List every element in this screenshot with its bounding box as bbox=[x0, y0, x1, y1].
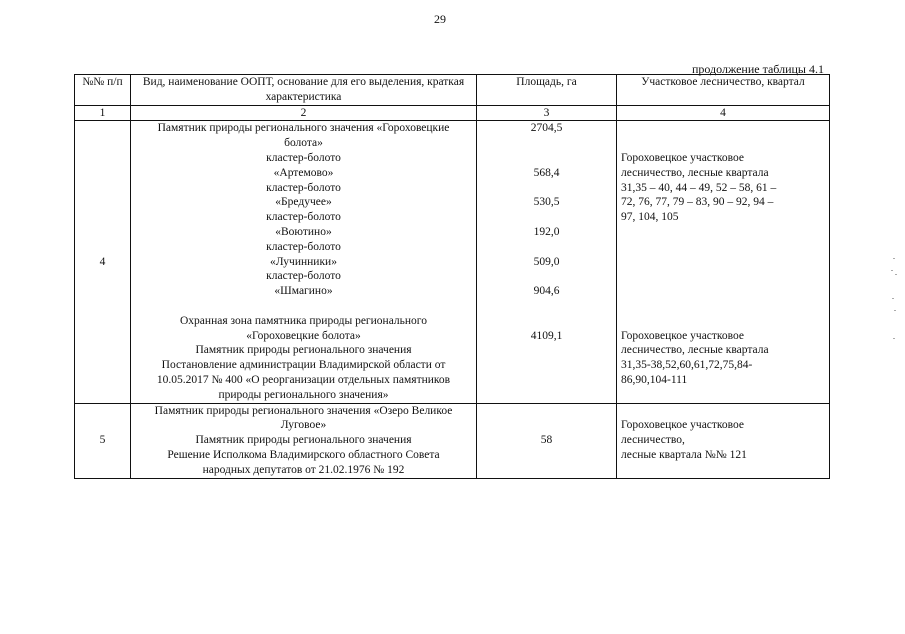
area-value bbox=[481, 269, 612, 284]
desc-line: Решение Исполкома Владимирского областного Совета bbox=[167, 448, 440, 461]
area-value bbox=[481, 136, 612, 151]
desc-line: Охранная зона памятника природы регионального bbox=[180, 314, 427, 327]
spacer bbox=[621, 269, 825, 284]
desc-line: природы регионального значения» bbox=[218, 388, 389, 401]
area-value bbox=[481, 210, 612, 225]
forestry-line: 31,35-38,52,60,61,72,75,84- bbox=[621, 359, 753, 372]
row-forestry bbox=[617, 403, 830, 478]
spacer bbox=[621, 299, 825, 314]
desc-line: кластер-болото bbox=[266, 181, 341, 194]
forestry-line: Гороховецкое участковое bbox=[621, 151, 745, 164]
spacer bbox=[621, 240, 825, 255]
forestry-line: Гороховецкое участковое bbox=[621, 419, 745, 432]
table-header-row bbox=[75, 75, 830, 106]
area-value bbox=[481, 314, 612, 329]
area-value bbox=[481, 181, 612, 196]
column-number: 3 bbox=[477, 105, 617, 121]
desc-line: Памятник природы регионального значения bbox=[195, 434, 412, 447]
desc-line bbox=[135, 299, 472, 314]
forestry-line: лесные квартала №№ 121 bbox=[621, 448, 747, 461]
desc-line: народных депутатов от 21.02.1976 № 192 bbox=[202, 463, 405, 476]
column-number: 1 bbox=[75, 105, 131, 121]
desc-line: Луговое» bbox=[280, 419, 327, 432]
forestry-line: 97, 104, 105 bbox=[621, 211, 679, 224]
protected-areas-table bbox=[74, 74, 830, 479]
desc-line: 10.05.2017 № 400 «О реорганизации отдельных памятников bbox=[156, 373, 451, 386]
row-number: 5 bbox=[75, 403, 131, 478]
forestry-line: лесничество, bbox=[621, 434, 685, 447]
forestry-line: лесничество, лесные квартала bbox=[621, 344, 769, 357]
column-number-row bbox=[75, 105, 830, 121]
row-description bbox=[131, 121, 477, 403]
area-value bbox=[481, 299, 612, 314]
desc-line: «Гороховецкие болота» bbox=[246, 329, 361, 342]
header-number: №№ п/п bbox=[75, 75, 131, 106]
spacer bbox=[621, 284, 825, 299]
forestry-line: 72, 76, 77, 79 – 83, 90 – 92, 94 – bbox=[621, 196, 774, 209]
spacer bbox=[621, 255, 825, 270]
table-row bbox=[75, 403, 830, 478]
desc-line: кластер-болото bbox=[266, 211, 341, 224]
table-continuation-label: продолжение таблицы 4.1 bbox=[691, 62, 824, 76]
area-value: 904,6 bbox=[533, 285, 560, 298]
area-value: 568,4 bbox=[533, 166, 560, 179]
header-forestry: Участковое лесничество, квартал bbox=[617, 75, 830, 106]
header-description: Вид, наименование ООПТ, основание для его выделения, краткая характеристика bbox=[131, 75, 477, 106]
column-number: 4 bbox=[617, 105, 830, 121]
spacer bbox=[621, 136, 825, 151]
forestry-line: 31,35 – 40, 44 – 49, 52 – 58, 61 – bbox=[621, 181, 777, 194]
area-value: 58 bbox=[540, 434, 553, 447]
area-value: 509,0 bbox=[533, 255, 560, 268]
row-area bbox=[477, 403, 617, 478]
desc-line: кластер-болото bbox=[266, 240, 341, 253]
desc-line: «Артемово» bbox=[273, 166, 334, 179]
area-value bbox=[481, 240, 612, 255]
column-number: 2 bbox=[131, 105, 477, 121]
desc-line: болота» bbox=[284, 137, 323, 150]
desc-line: Памятник природы регионального значения bbox=[195, 344, 412, 357]
forestry-line: Гороховецкое участковое bbox=[621, 329, 745, 342]
desc-line: Памятник природы регионального значения «Гороховецкие bbox=[157, 122, 450, 135]
desc-line: Памятник природы регионального значения «Озеро Великое bbox=[154, 404, 453, 417]
desc-line: кластер-болото bbox=[266, 270, 341, 283]
page-number: 29 bbox=[434, 12, 446, 26]
spacer bbox=[621, 314, 825, 329]
desc-line: «Воютино» bbox=[275, 225, 332, 238]
area-value bbox=[481, 151, 612, 166]
area-value: 2704,5 bbox=[530, 122, 563, 135]
spacer bbox=[621, 121, 825, 136]
row-area bbox=[477, 121, 617, 403]
row-description bbox=[131, 403, 477, 478]
area-value: 192,0 bbox=[533, 225, 560, 238]
forestry-line: лесничество, лесные квартала bbox=[621, 166, 769, 179]
desc-line: кластер-болото bbox=[266, 151, 341, 164]
header-area: Площадь, га bbox=[477, 75, 617, 106]
row-number: 4 bbox=[75, 121, 131, 403]
table-row bbox=[75, 121, 830, 403]
desc-line: Постановление администрации Владимирской области от bbox=[161, 359, 446, 372]
desc-line: «Шмагино» bbox=[274, 285, 333, 298]
row-forestry bbox=[617, 121, 830, 403]
desc-line: «Лучинники» bbox=[270, 255, 337, 268]
area-value: 530,5 bbox=[533, 196, 560, 209]
area-value: 4109,1 bbox=[530, 329, 563, 342]
desc-line: «Бредучее» bbox=[275, 196, 332, 209]
forestry-line: 86,90,104-111 bbox=[621, 373, 688, 386]
spacer bbox=[621, 225, 825, 240]
scan-artifact bbox=[891, 258, 899, 348]
